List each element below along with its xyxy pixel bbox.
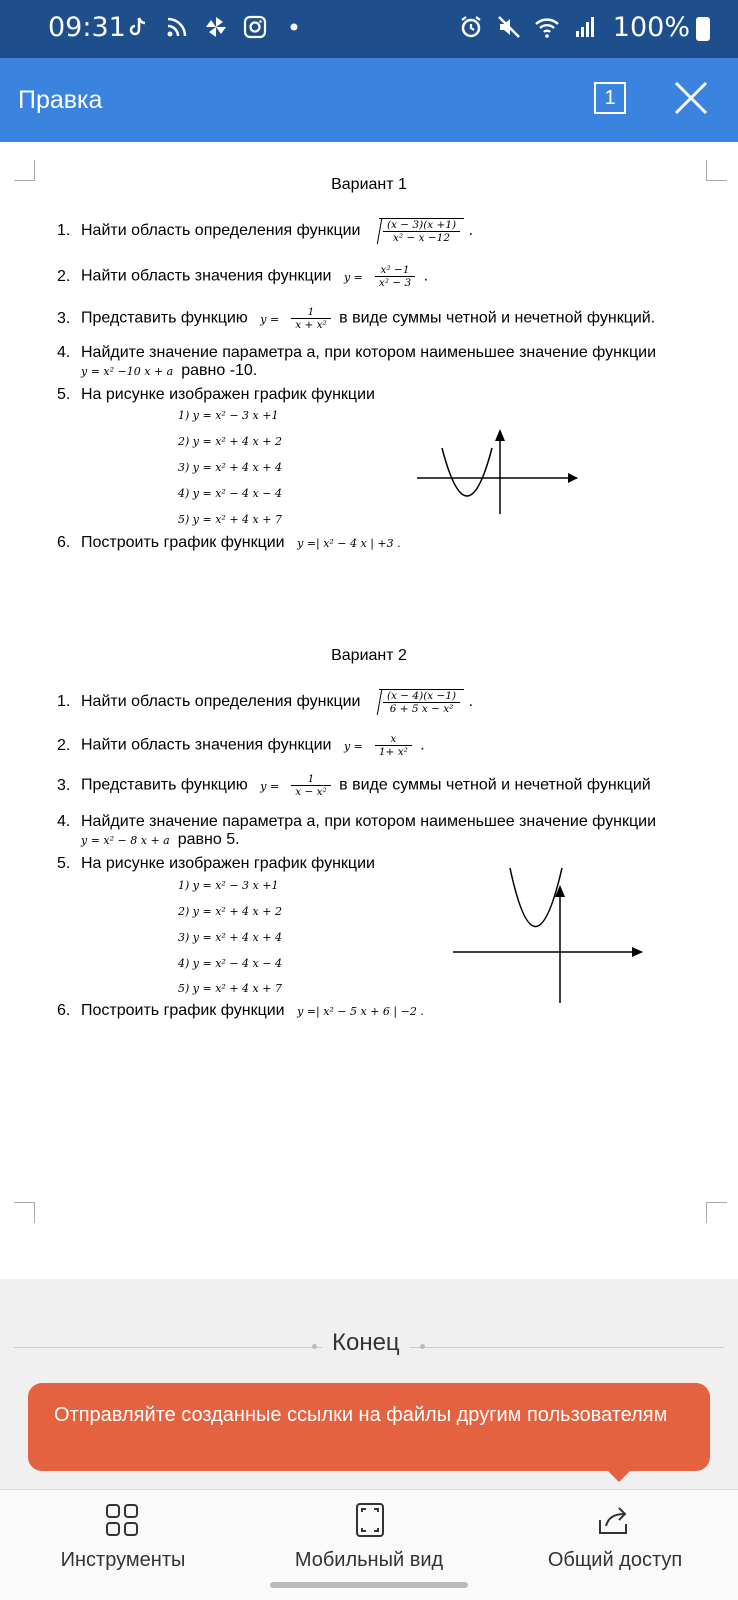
tools-tab[interactable]: [0, 1490, 246, 1600]
wifi-icon: [534, 14, 560, 40]
task-3: 3. Представить функцию y = $\frac{1}{\text{x − x²}}$ в виде суммы четной и нечетной функций: [57, 773, 651, 798]
answer-option: 1) y = x² − 3 x +1: [178, 409, 279, 422]
clock: 09:31: [48, 12, 126, 43]
task-4: 4. Найдите значение параметра a, при котором наименьшее значение функции y = x² − 8 x + a равно 5.: [57, 813, 657, 848]
mobile-view-label: Мобильный вид: [294, 1549, 444, 1571]
x-axis-arrow: [632, 947, 643, 957]
tools-icon: [104, 1502, 140, 1538]
variant-title: Вариант 1: [331, 176, 407, 193]
instagram-icon: [242, 14, 268, 40]
task-1: 1. Найти область определения функции $\frac{(x - 4)(x -1)}{\text{6 + 5 x − x²}}$ .: [57, 690, 474, 715]
y-axis-arrow: [495, 429, 505, 441]
answer-option: 2) y = x² + 4 x + 2: [178, 905, 282, 918]
task-2: 2. Найти область значения функции y = $\frac{\text{x² −1}}{\text{x² − 3}}$ .: [57, 264, 429, 289]
divider-dot: [312, 1344, 317, 1349]
answer-option: 3) y = x² + 4 x + 4: [178, 931, 282, 944]
page-count-button[interactable]: 1: [594, 82, 626, 114]
variant-1: [0, 176, 738, 551]
toast-pointer: [605, 1468, 633, 1482]
answer-option: 1) y = x² − 3 x +1: [178, 879, 279, 892]
share-tip-toast[interactable]: Отправляйте созданные ссылки на файлы другим пользователям: [28, 1383, 710, 1471]
home-indicator[interactable]: [270, 1582, 468, 1588]
answer-option: 5) y = x² + 4 x + 7: [178, 513, 282, 526]
function-graph: [450, 865, 650, 1005]
signal-icon: [572, 14, 598, 40]
answer-option: 3) y = x² + 4 x + 4: [178, 461, 282, 474]
answer-option: 5) y = x² + 4 x + 7: [178, 982, 282, 995]
battery-icon: [696, 17, 710, 41]
mobile-view-icon: [352, 1502, 388, 1538]
function-graph: [412, 426, 582, 516]
document-page: [0, 142, 738, 1279]
divider-dot: [420, 1344, 425, 1349]
task-4: 4. Найдите значение параметра a, при котором наименьшее значение функции y = x² −10 x + a равно -10.: [57, 344, 657, 379]
parabola: [510, 868, 562, 927]
answer-option: 4) y = x² − 4 x − 4: [178, 957, 282, 970]
task-2: 2. Найти область значения функции y = $\frac{x}{\text{1+ x²}}$ .: [57, 733, 425, 758]
app-bar: [0, 58, 738, 142]
pinwheel-icon: [203, 14, 229, 40]
task-3: 3. Представить функцию y = $\frac{1}{\text{x + x²}}$ в виде суммы четной и нечетной функций.: [57, 306, 656, 331]
page-title: Правка: [18, 86, 103, 114]
answer-option: 2) y = x² + 4 x + 2: [178, 435, 282, 448]
status-bar: [0, 0, 738, 58]
mute-icon: [496, 14, 522, 40]
x-axis-arrow: [568, 473, 578, 483]
parabola: [442, 448, 492, 496]
end-label: Конец: [322, 1329, 410, 1357]
page-corner-mark: [14, 1202, 35, 1223]
variant-title: Вариант 2: [331, 647, 407, 664]
alarm-icon: [458, 14, 484, 40]
rss-icon: [164, 14, 190, 40]
page-corner-mark: [706, 1202, 727, 1223]
notification-dot-icon: [281, 14, 307, 40]
battery-level: 100%: [612, 12, 690, 43]
share-icon: [596, 1502, 632, 1538]
share-label: Общий доступ: [547, 1549, 683, 1571]
share-tab[interactable]: [492, 1490, 738, 1600]
close-icon[interactable]: [673, 80, 709, 116]
task-5: 5. На рисунке изображен график функции: [57, 855, 375, 872]
variant-2: [0, 647, 738, 1019]
tools-label: Инструменты: [60, 1549, 186, 1571]
task-6: 6. Построить график функции y =| x² − 4 x | +3 .: [57, 534, 401, 551]
task-5: 5. На рисунке изображен график функции: [57, 386, 375, 403]
tiktok-icon: [125, 14, 151, 40]
task-1: 1. Найти область определения функции $\frac{(x - 3)(x +1)}{\text{x² − x −12}}$ .: [57, 219, 474, 244]
task-6: 6. Построить график функции y =| x² − 5 x + 6 | −2 .: [57, 1002, 424, 1019]
answer-option: 4) y = x² − 4 x − 4: [178, 487, 282, 500]
